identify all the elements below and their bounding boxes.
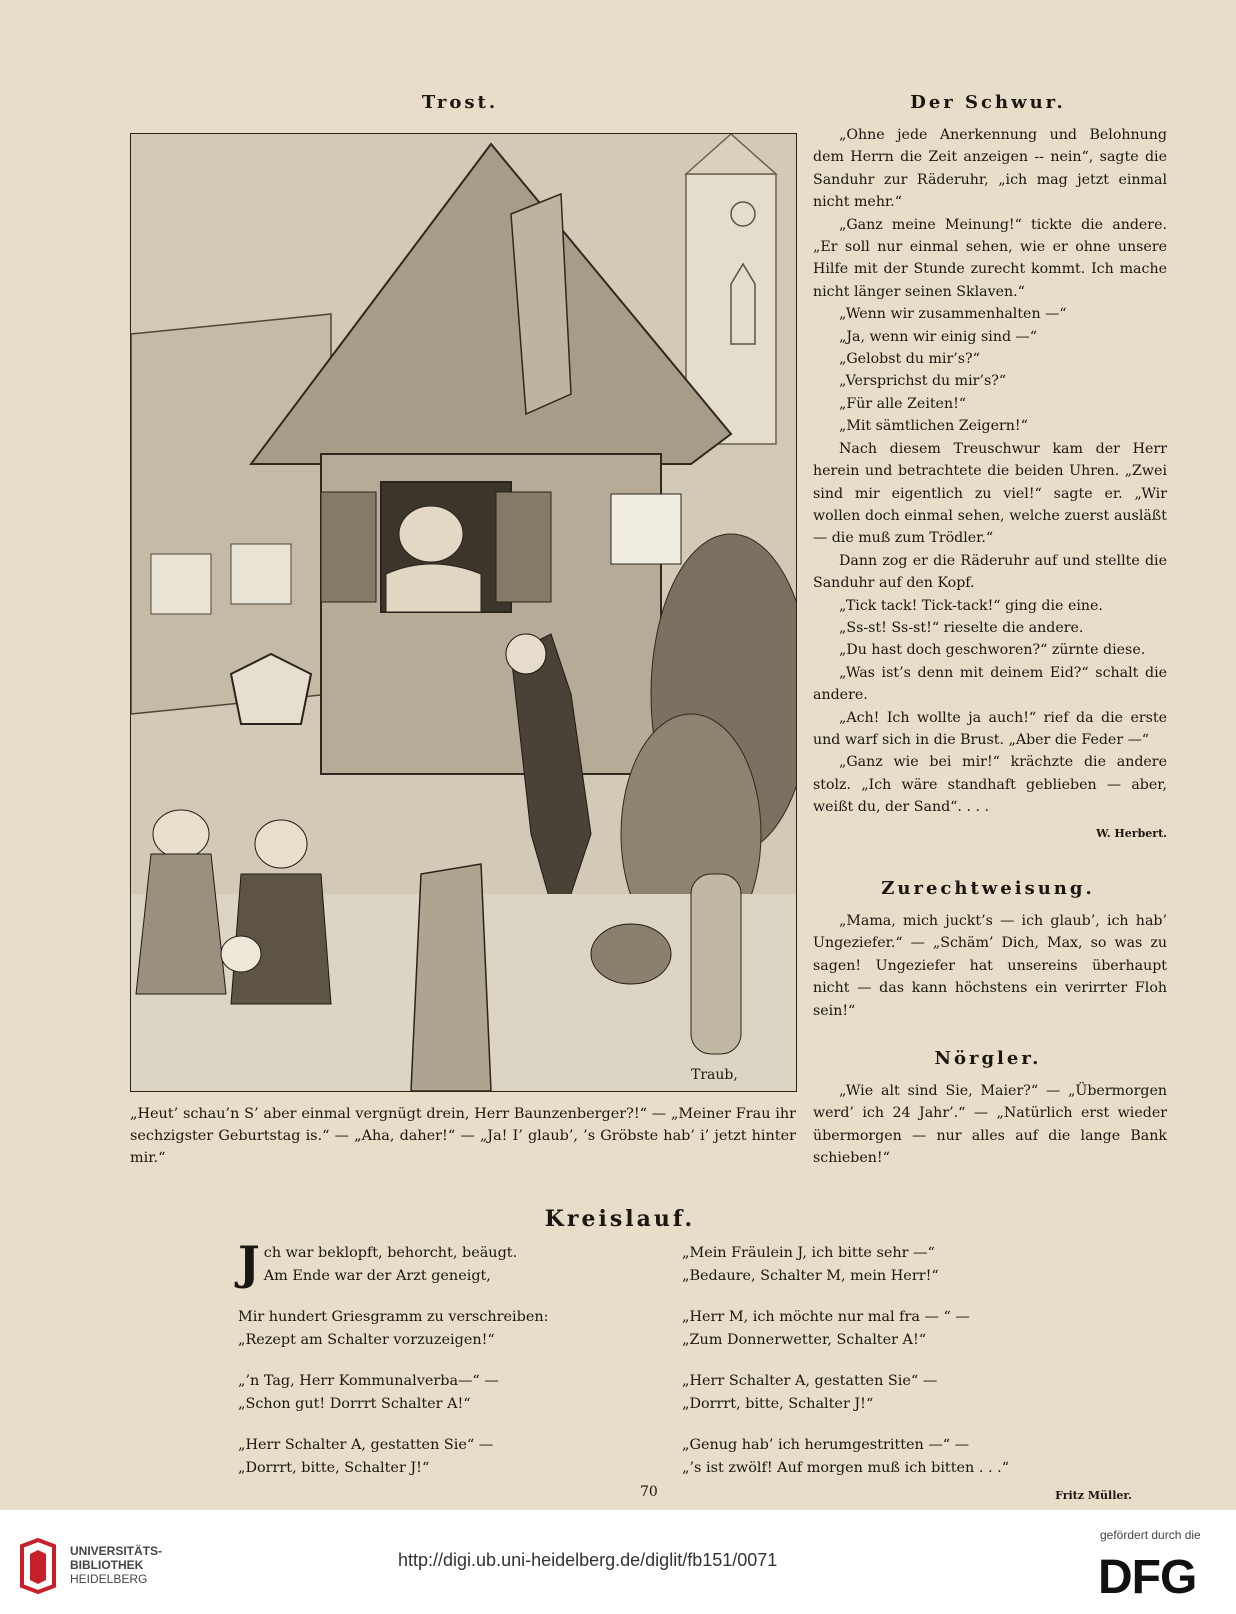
poem-line: „Zum Donnerwetter, Schalter A!“: [682, 1332, 927, 1348]
illustration: [130, 133, 797, 1092]
poem-line: „Herr M, ich möchte nur mal fra — “ —: [682, 1309, 970, 1325]
poem-dropcap: J: [238, 1236, 260, 1290]
poem-line: „Mein Fräulein J, ich bitte sehr —“: [682, 1245, 935, 1261]
noergler-title: Nörgler.: [934, 1048, 1042, 1069]
page-number: 70: [640, 1484, 658, 1500]
zurechtweisung-text-block: [813, 910, 1167, 1022]
poem-stanza: [682, 1370, 1142, 1416]
schwur-author: W. Herbert.: [1096, 826, 1167, 840]
schwur-paragraph: „Ss-st! Ss-st!“ rieselte die andere.: [839, 619, 1084, 636]
viewer-footer: [0, 1510, 1236, 1614]
poem-line: „’s ist zwölf! Auf morgen muß ich bitten . . .“: [682, 1460, 1010, 1476]
illustration-caption: „Heut’ schau’n S’ aber einmal vergnügt drein, Herr Baunzenberger?!“ — „Meiner Frau ihr sechzigster Geburtstag is.“ — „Aha, daher!“ — „Ja! I’ glaub’, ’s Gröbste hab’ i’ jetzt hinter mir.“: [130, 1106, 796, 1166]
poem-line: „Bedaure, Schalter M, mein Herr!“: [682, 1268, 939, 1284]
institution-line: HEIDELBERG: [70, 1572, 148, 1586]
poem-line: Am Ende war der Arzt geneigt,: [263, 1268, 491, 1284]
poem-line: „Genug hab’ ich herumgestritten —“ —: [682, 1437, 970, 1453]
funded-by-label: gefördert durch die: [1100, 1528, 1201, 1542]
zurechtweisung-text: „Mama, mich juckt’s — ich glaub’, ich hab’ Ungeziefer.“ — „Schäm’ Dich, Max, so was zu sagen! Ungeziefer hat unsereins überhaupt nicht — das kann höchstens ein verirrter Floh sein!“: [813, 913, 1167, 1019]
schwur-paragraph: Nach diesem Treuschwur kam der Herr herein und betrachtete die beiden Uhren. „Zwei sind mir eigentlich zu viel!“ sagte er. „Wir wollen doch einmal sehen, welche zuerst ausläßt — die muß zum Trödler.“: [813, 440, 1167, 547]
poem-line: „Dorrrt, bitte, Schalter J!“: [238, 1460, 430, 1476]
kreislauf-title: Kreislauf.: [544, 1206, 696, 1232]
poem-stanza: [682, 1434, 1142, 1480]
poem-stanza: [238, 1236, 658, 1290]
schwur-paragraph: Dann zog er die Räderuhr auf und stellte die Sanduhr auf den Kopf.: [813, 552, 1167, 592]
poem-stanza: [682, 1242, 1142, 1288]
poem-stanza: [682, 1306, 1142, 1352]
poem-line: „’n Tag, Herr Kommunalverba—“ —: [238, 1373, 499, 1389]
poem-stanza: [238, 1306, 658, 1352]
noergler-text: „Wie alt sind Sie, Maier?“ — „Übermorgen werd’ ich 24 Jahr’.“ — „Natürlich erst wieder übermorgen — nur alles auf die lange Bank schieben!“: [813, 1083, 1167, 1167]
schwur-paragraph: „Ganz meine Meinung!“ tickte die andere. „Er soll nur einmal sehen, wie er ohne unsere Hilfe mit der Stunde zurecht kommt. Ich mache nicht länger seinen Sklaven.“: [813, 216, 1167, 300]
schwur-paragraph: „Gelobst du mir’s?“: [839, 351, 980, 368]
poem-line: ch war beklopft, behorcht, beäugt.: [263, 1245, 518, 1261]
trost-title: Trost.: [421, 92, 499, 113]
schwur-paragraph: „Für alle Zeiten!“: [839, 395, 967, 412]
illustration-drawing: [131, 134, 796, 1091]
dfg-logo: DFG: [1098, 1551, 1197, 1604]
university-logo-icon: [14, 1538, 64, 1594]
poem-stanza: [238, 1434, 658, 1480]
schwur-paragraph: „Mit sämtlichen Zeigern!“: [839, 418, 1028, 435]
schwur-paragraph: „Ja, wenn wir einig sind —“: [839, 328, 1038, 345]
poem-line: Mir hundert Griesgramm zu verschreiben:: [238, 1309, 549, 1325]
schwur-paragraph: „Du hast doch geschworen?“ zürnte diese.: [839, 642, 1146, 659]
schwur-paragraph: „Wenn wir zusammenhalten —“: [839, 306, 1067, 323]
schwur-paragraph: „Was ist’s denn mit deinem Eid?“ schalt die andere.: [813, 664, 1167, 704]
schwur-story: [813, 124, 1167, 845]
institution-name: [70, 1544, 162, 1586]
poem-line: „Rezept am Schalter vorzuzeigen!“: [238, 1332, 495, 1348]
schwur-paragraph: „Ganz wie bei mir!“ krächzte die andere stolz. „Ich wäre standhaft geblieben — aber, weißt du, der Sand“. . . .: [813, 754, 1167, 816]
schwur-title: Der Schwur.: [910, 92, 1066, 113]
schwur-paragraph: „Versprichst du mir’s?“: [839, 373, 1007, 390]
poem-line: „Herr Schalter A, gestatten Sie“ —: [682, 1373, 938, 1389]
illustration-signature: Traub,: [691, 1067, 738, 1083]
institution-line: UNIVERSITÄTS-: [70, 1544, 163, 1558]
zurechtweisung-title: Zurechtweisung.: [881, 878, 1095, 899]
poem-line: „Dorrrt, bitte, Schalter J!“: [682, 1396, 874, 1412]
permalink-url[interactable]: http://digi.ub.uni-heidelberg.de/diglit/fb151/0071: [398, 1550, 778, 1570]
schwur-paragraph: „Ach! Ich wollte ja auch!“ rief da die erste und warf sich in die Brust. „Aber die Feder —“: [813, 709, 1167, 748]
kreislauf-author: Fritz Müller.: [1055, 1489, 1132, 1502]
poem-line: „Schon gut! Dorrrt Schalter A!“: [238, 1396, 471, 1412]
poem-line: „Herr Schalter A, gestatten Sie“ —: [238, 1437, 494, 1453]
institution-line: BIBLIOTHEK: [70, 1558, 144, 1572]
kreislauf-right-column: [682, 1242, 1142, 1507]
kreislauf-left-column: [238, 1236, 658, 1498]
noergler-text-block: [813, 1080, 1167, 1170]
schwur-paragraph: „Ohne jede Anerkennung und Belohnung dem Herrn die Zeit anzeigen -- nein“, sagte die Sanduhr zur Räderuhr, „ich mag jetzt einmal nicht mehr.“: [813, 127, 1167, 211]
poem-stanza: [238, 1370, 658, 1416]
schwur-paragraph: „Tick tack! Tick-tack!“ ging die eine.: [839, 597, 1103, 614]
